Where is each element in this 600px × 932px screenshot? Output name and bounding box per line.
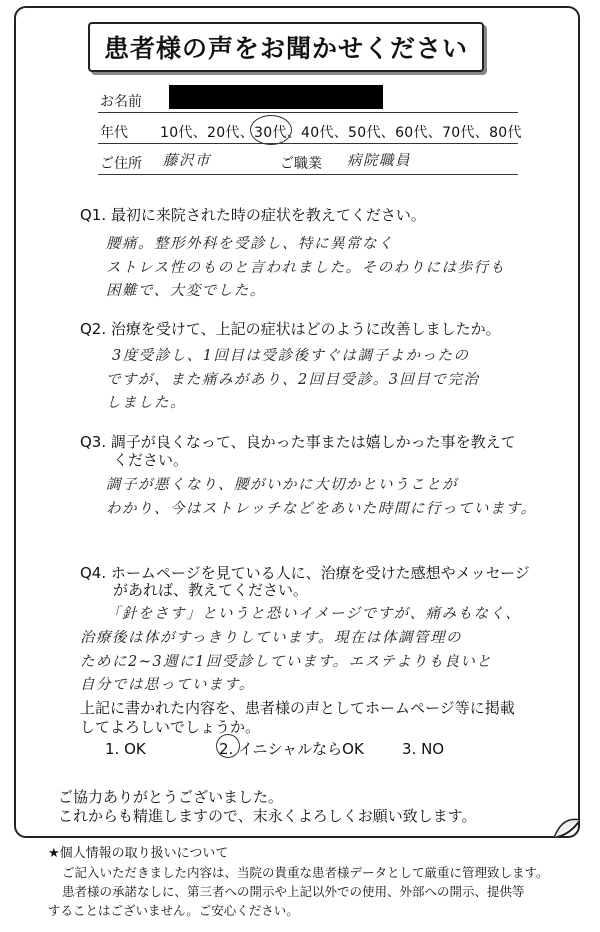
redacted-name [169, 85, 383, 109]
age-options: 10代、20代、30代、40代、50代、60代、70代、80代 [160, 125, 522, 141]
consent-option-ok: 1. OK [105, 740, 146, 758]
q3-question: ください。 [113, 451, 189, 469]
q1-answer-line: 腰痛。整形外科を受診し、特に異常なく [106, 236, 394, 252]
consent-selection-circle [216, 734, 240, 758]
thanks-line: ご協力ありがとうございました。 [58, 788, 284, 806]
q1-question: Q1. 最初に来院された時の症状を教えてください。 [80, 206, 426, 224]
q4-question: Q4. ホームページを見ている人に、治療を受けた感想やメッセージ [80, 564, 530, 582]
form-title: 患者様の声をお聞かせください [88, 22, 484, 72]
privacy-line: ご記入いただきました内容は、当院の貴重な患者様データとして厳重に管理致します。 [62, 865, 549, 880]
q3-answer-line: 調子が悪くなり、腰がいかに大切かということが [106, 477, 458, 493]
page-curl-icon [540, 806, 580, 838]
thanks-line: これからも精進しますので、末永くよろしくお願い致します。 [58, 807, 477, 825]
job-value: 病院職員 [347, 153, 411, 169]
address-label: ご住所 [100, 156, 142, 172]
q4-question: があれば、教えてください。 [113, 581, 309, 599]
q2-answer-line: 3度受診し、1回目は受診後すぐは調子よかったの [112, 348, 470, 364]
privacy-line: 患者様の承諾なしに、第三者への開示や上記以外での使用、外部への開示、提供等 [62, 884, 525, 899]
q4-answer-line: 自分では思っています。 [80, 677, 255, 693]
q2-answer-line: しました。 [106, 395, 186, 411]
name-label: お名前 [100, 94, 142, 110]
age-label: 年代 [100, 125, 128, 141]
age-underline [98, 143, 518, 144]
q3-answer-line: わかり、今はストレッチなどをあいた時間に行っています。 [106, 501, 537, 517]
consent-question: 上記に書かれた内容を、患者様の声としてホームページ等に掲載 [80, 699, 515, 717]
q3-question: Q3. 調子が良くなって、良かった事または嬉しかった事を教えて [80, 433, 516, 451]
privacy-heading: ★個人情報の取り扱いについて [48, 846, 229, 861]
q4-answer-line: 「針をさす」というと恐いイメージですが、痛みもなく、 [106, 606, 522, 622]
address-underline [98, 174, 518, 175]
q2-question: Q2. 治療を受けて、上記の症状はどのように改善しましたか。 [80, 320, 501, 338]
q2-answer-line: ですが、また痛みがあり、2回目受診。3回目で完治 [106, 372, 480, 388]
q1-answer-line: ストレス性のものと言われました。そのわりには歩行も [106, 260, 506, 276]
q4-answer-line: 治療後は体がすっきりしています。現在は体調管理の [80, 630, 462, 646]
q1-answer-line: 困難で、大変でした。 [106, 283, 266, 299]
q4-answer-line: ために2~3週に1回受診しています。エステよりも良いと [80, 654, 493, 670]
consent-option-initials: 2. イニシャルならOK [219, 740, 364, 758]
address-value: 藤沢市 [163, 153, 211, 169]
age-selection-circle [250, 115, 292, 145]
privacy-line: することはございません。ご安心ください。 [48, 903, 299, 918]
job-label: ご職業 [280, 156, 322, 172]
name-underline [98, 112, 518, 113]
consent-question: してよろしいでしょうか。 [80, 718, 261, 736]
consent-option-no: 3. NO [402, 740, 445, 758]
